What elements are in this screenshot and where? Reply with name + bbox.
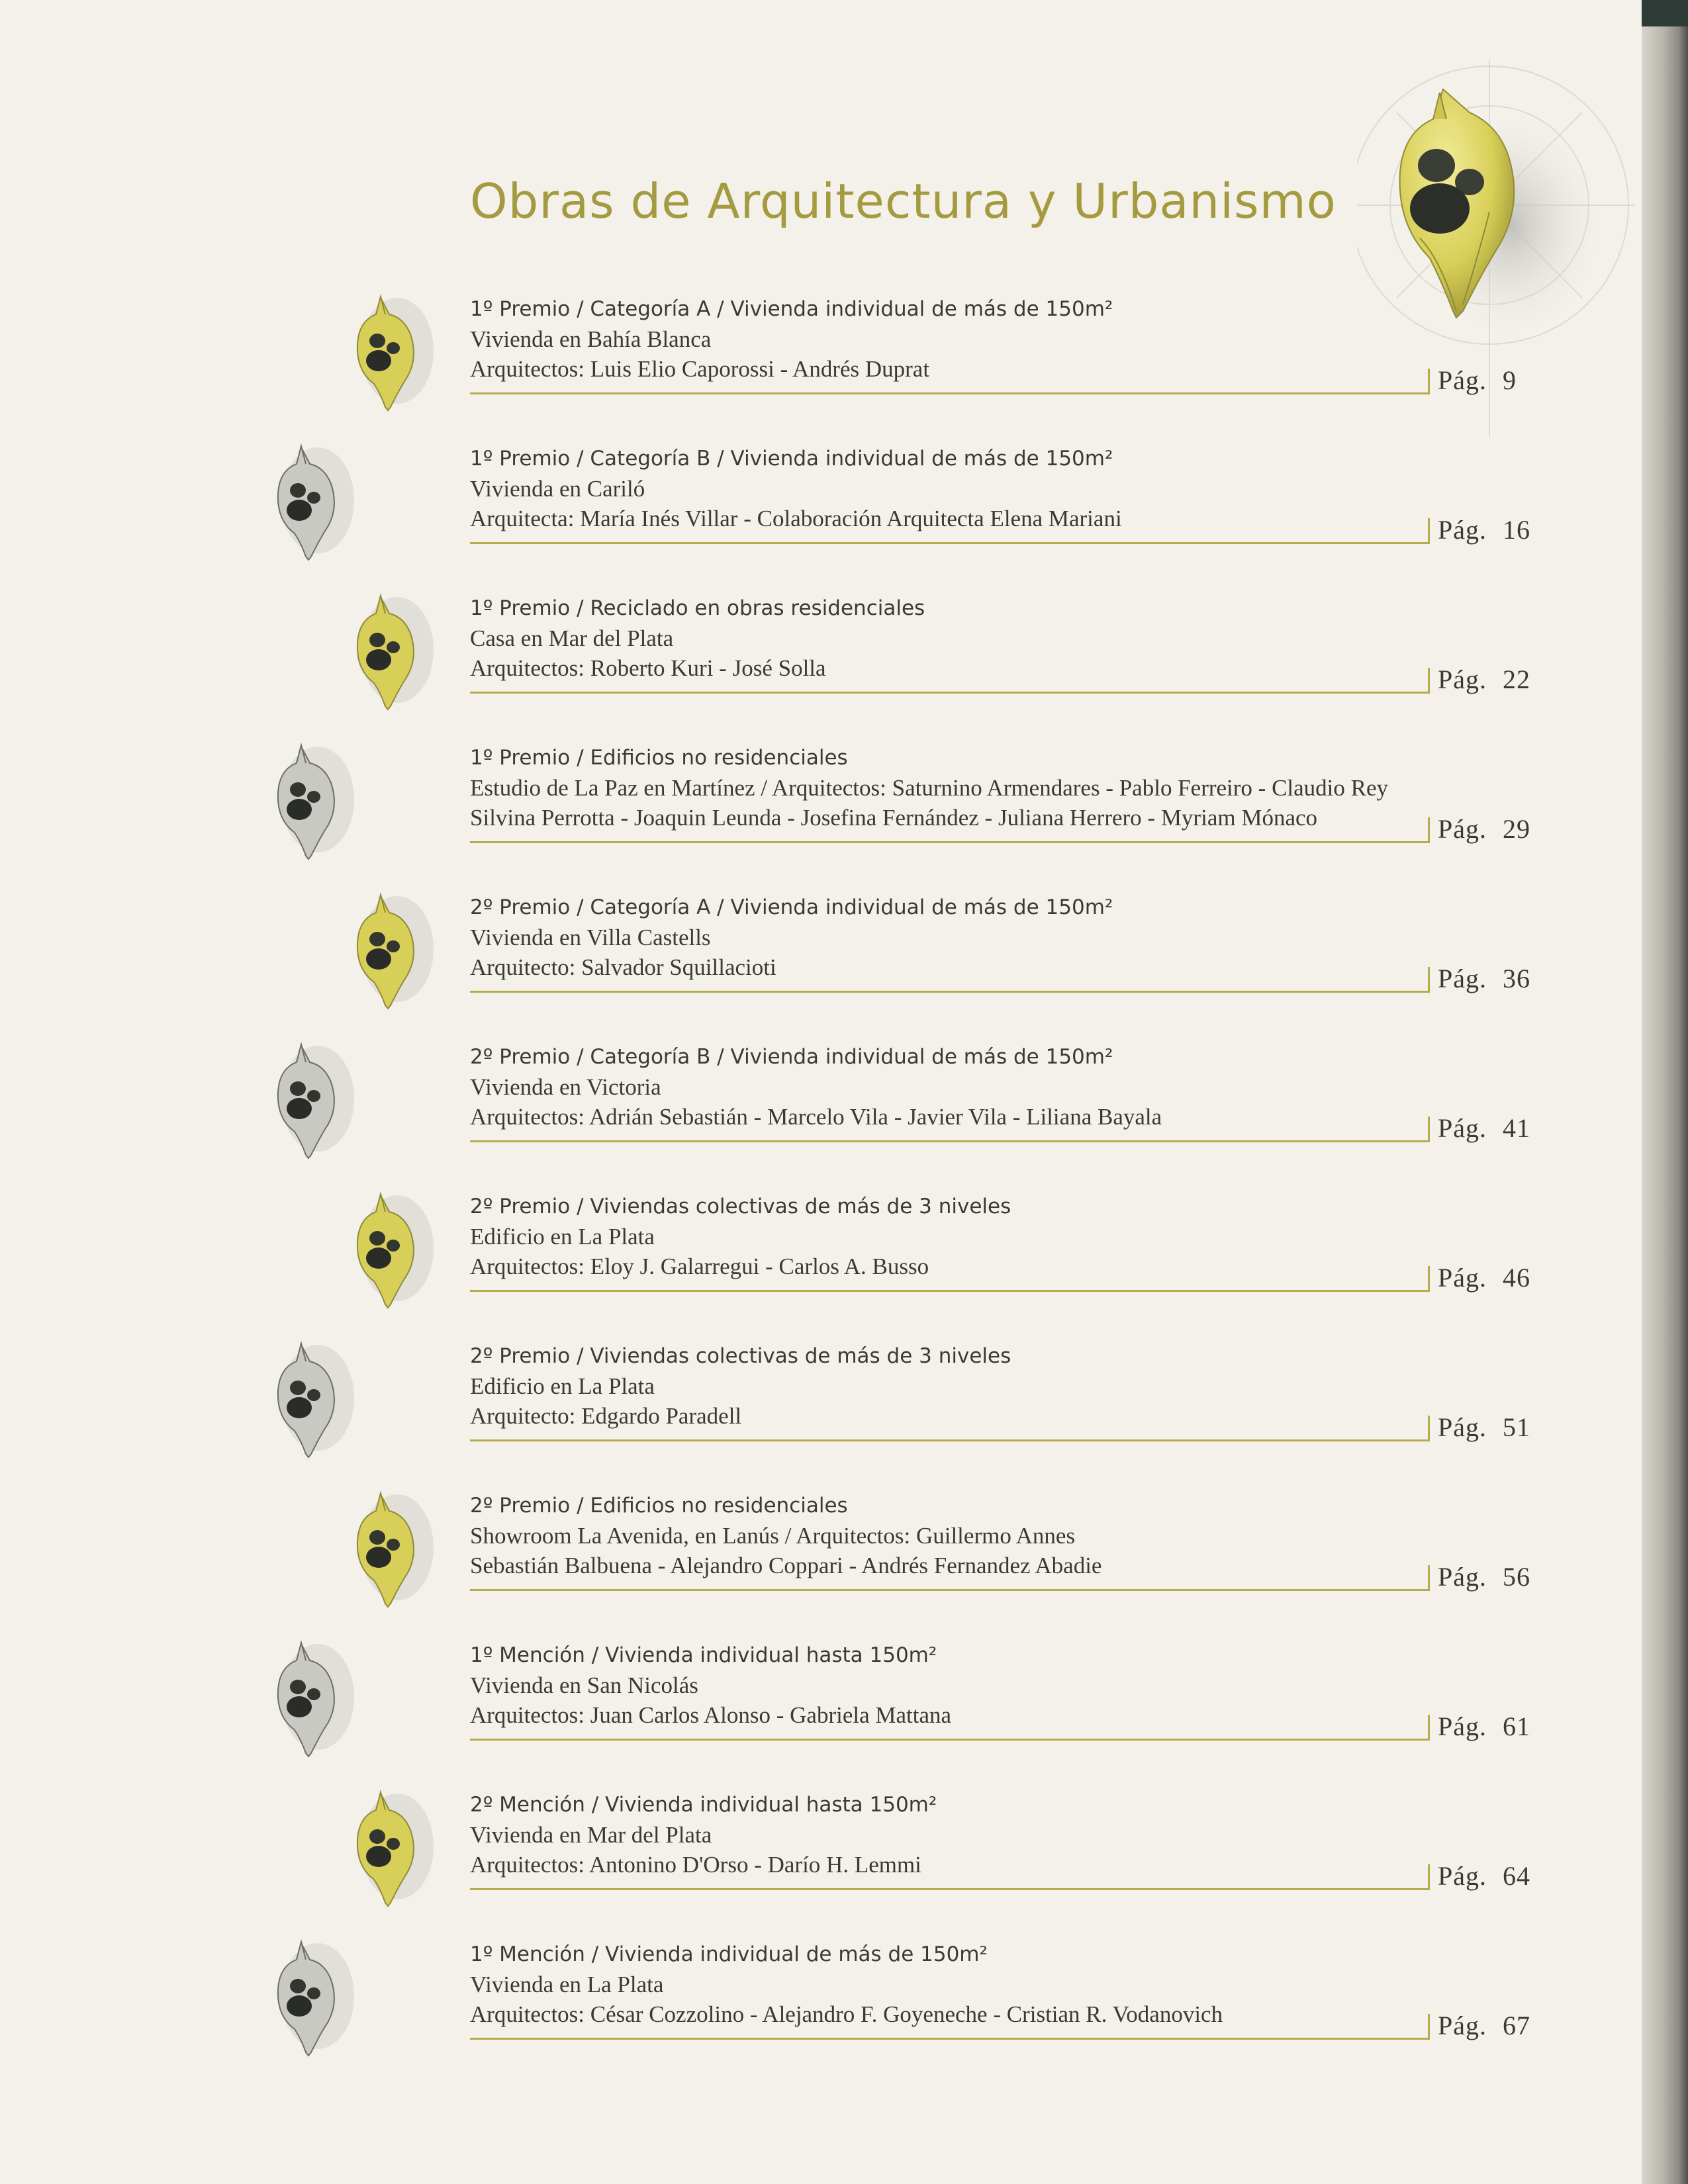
entry-award: 2º Mención / Vivienda individual hasta 150m² (470, 1793, 937, 1817)
gray-shell-icon (265, 1631, 357, 1763)
entry-award: 1º Mención / Vivienda individual de más de 150m² (470, 1942, 988, 1966)
gray-shell-icon (265, 1930, 357, 2062)
entry-page-ref[interactable] (1438, 1860, 1530, 1891)
entry-award: 1º Premio / Edificios no residenciales (470, 746, 848, 770)
entry-architects: Silvina Perrotta - Joaquin Leunda - Josefina Fernández - Juliana Herrero - Myriam Mónaco (470, 805, 1318, 831)
entry-award: 2º Premio / Viviendas colectivas de más de 3 niveles (470, 1344, 1011, 1368)
gold-shell-icon (344, 1182, 437, 1314)
entry-award: 1º Premio / Categoría B / Vivienda individual de más de 150m² (470, 447, 1113, 471)
toc-entry (0, 1940, 1622, 2072)
entry-architects: Arquitectos: Adrián Sebastián - Marcelo Vila - Javier Vila - Liliana Bayala (470, 1104, 1162, 1130)
gray-shell-icon (265, 434, 357, 567)
gray-shell-icon (265, 1032, 357, 1165)
entry-rule (470, 1290, 1430, 1292)
gold-shell-icon (344, 584, 437, 716)
entry-project: Edificio en La Plata (470, 1224, 655, 1250)
entry-project: Casa en Mar del Plata (470, 625, 674, 651)
entry-page-ref[interactable] (1438, 1113, 1530, 1144)
entry-project: Vivienda en Victoria (470, 1074, 661, 1100)
page-label: Pág. (1438, 1562, 1487, 1592)
page-number: 22 (1503, 664, 1530, 694)
page-number: 64 (1503, 1861, 1530, 1891)
entry-rule-tick (1428, 1266, 1430, 1292)
entry-rule-tick (1428, 518, 1430, 544)
entry-page-ref[interactable] (1438, 2010, 1530, 2041)
toc-entry (0, 1342, 1622, 1474)
toc-entry (0, 594, 1622, 726)
entry-project: Edificio en La Plata (470, 1373, 655, 1399)
page-number: 61 (1503, 1711, 1530, 1741)
toc-entry (0, 295, 1622, 427)
toc-entry (0, 743, 1622, 876)
entry-rule (470, 542, 1430, 544)
entry-project: Vivienda en San Nicolás (470, 1672, 698, 1698)
toc-entry (0, 1042, 1622, 1175)
page-label: Pág. (1438, 1113, 1487, 1143)
gold-shell-icon (344, 1780, 437, 1913)
page-number: 36 (1503, 964, 1530, 993)
page-number: 29 (1503, 814, 1530, 844)
toc-entry (0, 893, 1622, 1025)
cover-corner (1642, 0, 1688, 26)
entry-award: 2º Premio / Edificios no residenciales (470, 1494, 848, 1518)
entry-page-ref[interactable] (1438, 1561, 1530, 1592)
entry-page-ref[interactable] (1438, 1711, 1530, 1742)
entry-rule (470, 1739, 1430, 1741)
entry-architects: Arquitectos: Roberto Kuri - José Solla (470, 655, 826, 681)
page-number: 46 (1503, 1263, 1530, 1293)
entry-award: 1º Mención / Vivienda individual hasta 150m² (470, 1643, 937, 1667)
entry-rule-tick (1428, 967, 1430, 993)
gold-shell-icon (344, 1481, 437, 1614)
entry-architects: Arquitectos: Antonino D'Orso - Darío H. Lemmi (470, 1852, 921, 1878)
entry-rule-tick (1428, 1715, 1430, 1741)
entry-rule (470, 1140, 1430, 1142)
entry-project: Vivienda en Bahía Blanca (470, 326, 712, 352)
entry-project: Vivienda en Villa Castells (470, 925, 711, 950)
entry-rule-tick (1428, 1864, 1430, 1890)
page-label: Pág. (1438, 664, 1487, 694)
page-number: 67 (1503, 2011, 1530, 2040)
page-number: 9 (1503, 365, 1517, 395)
entry-award: 2º Premio / Categoría A / Vivienda individual de más de 150m² (470, 895, 1113, 919)
entry-rule (470, 841, 1430, 843)
gray-shell-icon (265, 733, 357, 866)
gold-shell-icon (344, 883, 437, 1015)
entry-rule-tick (1428, 668, 1430, 694)
page-number: 56 (1503, 1562, 1530, 1592)
toc-entry (0, 1641, 1622, 1773)
entry-architects: Arquitecto: Salvador Squillacioti (470, 954, 776, 980)
page-number: 16 (1503, 515, 1530, 545)
entry-rule-tick (1428, 1416, 1430, 1441)
entry-page-ref[interactable] (1438, 813, 1530, 844)
entry-award: 1º Premio / Reciclado en obras residenciales (470, 596, 925, 620)
entry-project: Vivienda en Mar del Plata (470, 1822, 712, 1848)
entry-architects: Arquitectos: Eloy J. Galarregui - Carlos A. Busso (470, 1253, 929, 1279)
page-number: 51 (1503, 1412, 1530, 1442)
page-edge-shadow (1642, 0, 1688, 2184)
entry-rule (470, 991, 1430, 993)
page-number: 41 (1503, 1113, 1530, 1143)
toc-entry (0, 1192, 1622, 1324)
entry-rule (470, 392, 1430, 394)
entry-award: 1º Premio / Categoría A / Vivienda individual de más de 150m² (470, 297, 1113, 321)
page-label: Pág. (1438, 515, 1487, 545)
page-title: Obras de Arquitectura y Urbanismo (470, 173, 1336, 229)
entry-page-ref[interactable] (1438, 1262, 1530, 1293)
page-label: Pág. (1438, 1263, 1487, 1293)
page-label: Pág. (1438, 365, 1487, 395)
page-label: Pág. (1438, 2011, 1487, 2040)
entry-rule (470, 2038, 1430, 2040)
entry-rule-tick (1428, 2014, 1430, 2040)
toc-entry (0, 1491, 1622, 1623)
entry-project: Estudio de La Paz en Martínez / Arquitectos: Saturnino Armendares - Pablo Ferreiro - Claudio Rey (470, 775, 1389, 801)
entry-award: 2º Premio / Categoría B / Vivienda individual de más de 150m² (470, 1045, 1113, 1069)
entry-architects: Arquitectos: Luis Elio Caporossi - Andrés Duprat (470, 356, 930, 382)
entry-project: Vivienda en La Plata (470, 1972, 664, 1997)
entry-architects: Arquitectos: César Cozzolino - Alejandro F. Goyeneche - Cristian R. Vodanovich (470, 2001, 1223, 2027)
entry-page-ref[interactable] (1438, 514, 1530, 545)
gold-shell-icon (344, 285, 437, 417)
entry-rule-tick (1428, 1565, 1430, 1591)
entry-architects: Arquitectos: Juan Carlos Alonso - Gabriela Mattana (470, 1702, 952, 1728)
toc-entry (0, 444, 1622, 576)
entry-page-ref[interactable] (1438, 963, 1530, 994)
toc-entry (0, 1790, 1622, 1923)
entry-rule-tick (1428, 817, 1430, 843)
entry-rule-tick (1428, 1116, 1430, 1142)
entry-page-ref[interactable] (1438, 664, 1530, 695)
entry-rule (470, 692, 1430, 694)
page-label: Pág. (1438, 1711, 1487, 1741)
entry-project: Showroom La Avenida, en Lanús / Arquitectos: Guillermo Annes (470, 1523, 1076, 1549)
page-label: Pág. (1438, 964, 1487, 993)
entry-page-ref[interactable] (1438, 1412, 1530, 1443)
entry-architects: Arquitecto: Edgardo Paradell (470, 1403, 742, 1429)
entry-rule (470, 1439, 1430, 1441)
entry-architects: Sebastián Balbuena - Alejandro Coppari - Andrés Fernandez Abadie (470, 1553, 1102, 1578)
page-label: Pág. (1438, 814, 1487, 844)
gray-shell-icon (265, 1332, 357, 1464)
entry-architects: Arquitecta: María Inés Villar - Colaboración Arquitecta Elena Mariani (470, 506, 1122, 531)
entry-award: 2º Premio / Viviendas colectivas de más de 3 niveles (470, 1195, 1011, 1218)
entry-page-ref[interactable] (1438, 365, 1517, 396)
entry-rule (470, 1888, 1430, 1890)
page-label: Pág. (1438, 1861, 1487, 1891)
page-label: Pág. (1438, 1412, 1487, 1442)
entry-rule-tick (1428, 369, 1430, 394)
entry-rule (470, 1589, 1430, 1591)
entry-project: Vivienda en Cariló (470, 476, 645, 502)
